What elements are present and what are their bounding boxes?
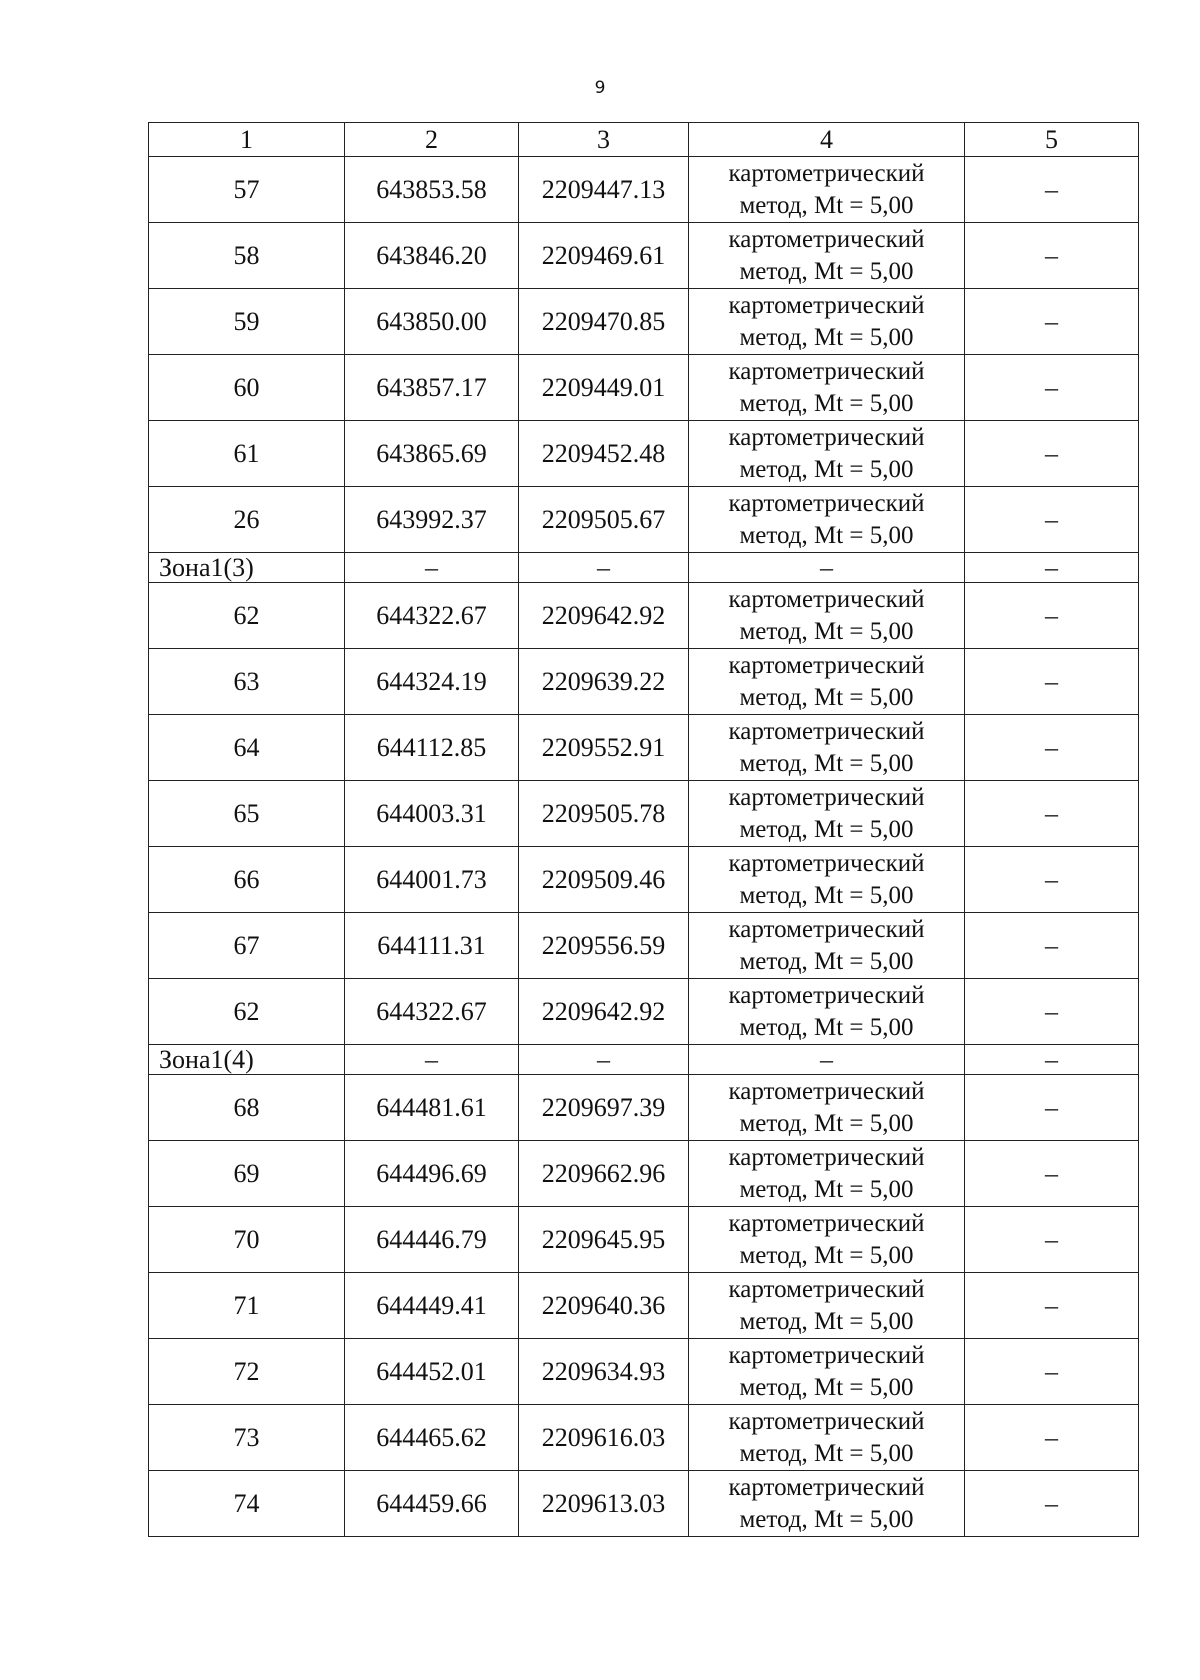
- table-row: [149, 157, 1139, 223]
- zone-name-cell: Зона1(4): [149, 1045, 345, 1075]
- method-line-2: метод, Mt = 5,00: [739, 947, 914, 975]
- table-row: [149, 1207, 1139, 1273]
- method-cell: [689, 1075, 965, 1141]
- method-line-1: картометрический: [728, 981, 925, 1009]
- zone-name-cell: Зона1(3): [149, 553, 345, 583]
- table-row: [149, 979, 1139, 1045]
- method-line-1: картометрический: [728, 423, 925, 451]
- y-coordinate-cell: 2209447.13: [519, 157, 689, 223]
- column-5-cell: –: [965, 1405, 1139, 1471]
- point-number-cell: 26: [149, 487, 345, 553]
- y-coordinate-cell: 2209509.46: [519, 847, 689, 913]
- y-coordinate-cell: 2209640.36: [519, 1273, 689, 1339]
- coordinates-table: [148, 122, 1139, 1537]
- header-cell: 1: [149, 123, 345, 157]
- x-coordinate-cell: –: [345, 1045, 519, 1075]
- method-cell: [689, 1471, 965, 1537]
- zone-row: [149, 553, 1139, 583]
- x-coordinate-cell: 643846.20: [345, 223, 519, 289]
- method-line-1: картометрический: [728, 225, 925, 253]
- method-line-2: метод, Mt = 5,00: [739, 617, 914, 645]
- x-coordinate-cell: 644459.66: [345, 1471, 519, 1537]
- y-coordinate-cell: 2209639.22: [519, 649, 689, 715]
- point-number-cell: 69: [149, 1141, 345, 1207]
- method-cell: [689, 223, 965, 289]
- table-row: [149, 355, 1139, 421]
- column-5-cell: –: [965, 583, 1139, 649]
- method-line-2: метод, Mt = 5,00: [739, 1013, 914, 1041]
- y-coordinate-cell: 2209505.78: [519, 781, 689, 847]
- table-row: [149, 1471, 1139, 1537]
- table-row: [149, 1273, 1139, 1339]
- y-coordinate-cell: 2209449.01: [519, 355, 689, 421]
- x-coordinate-cell: 643857.17: [345, 355, 519, 421]
- header-cell: 5: [965, 123, 1139, 157]
- x-coordinate-cell: 644322.67: [345, 979, 519, 1045]
- column-5-cell: –: [965, 289, 1139, 355]
- column-5-cell: –: [965, 223, 1139, 289]
- y-coordinate-cell: 2209645.95: [519, 1207, 689, 1273]
- x-coordinate-cell: 644446.79: [345, 1207, 519, 1273]
- table-row: [149, 421, 1139, 487]
- table-row: [149, 913, 1139, 979]
- table-row: [149, 289, 1139, 355]
- method-cell: –: [689, 553, 965, 583]
- point-number-cell: 62: [149, 583, 345, 649]
- point-number-cell: 63: [149, 649, 345, 715]
- column-5-cell: –: [965, 553, 1139, 583]
- method-line-1: картометрический: [728, 291, 925, 319]
- point-number-cell: 62: [149, 979, 345, 1045]
- x-coordinate-cell: 644111.31: [345, 913, 519, 979]
- method-line-1: картометрический: [728, 585, 925, 613]
- method-line-2: метод, Mt = 5,00: [739, 389, 914, 417]
- column-5-cell: –: [965, 1339, 1139, 1405]
- column-5-cell: –: [965, 649, 1139, 715]
- column-5-cell: –: [965, 157, 1139, 223]
- y-coordinate-cell: 2209613.03: [519, 1471, 689, 1537]
- point-number-cell: 71: [149, 1273, 345, 1339]
- table-row: [149, 1141, 1139, 1207]
- x-coordinate-cell: –: [345, 553, 519, 583]
- x-coordinate-cell: 643865.69: [345, 421, 519, 487]
- method-line-1: картометрический: [728, 489, 925, 517]
- y-coordinate-cell: 2209642.92: [519, 583, 689, 649]
- method-cell: –: [689, 1045, 965, 1075]
- y-coordinate-cell: 2209556.59: [519, 913, 689, 979]
- method-line-1: картометрический: [728, 717, 925, 745]
- method-line-2: метод, Mt = 5,00: [739, 1505, 914, 1533]
- column-5-cell: –: [965, 1273, 1139, 1339]
- column-5-cell: –: [965, 1045, 1139, 1075]
- column-5-cell: –: [965, 847, 1139, 913]
- x-coordinate-cell: 644481.61: [345, 1075, 519, 1141]
- method-line-2: метод, Mt = 5,00: [739, 191, 914, 219]
- column-5-cell: –: [965, 355, 1139, 421]
- x-coordinate-cell: 644112.85: [345, 715, 519, 781]
- point-number-cell: 64: [149, 715, 345, 781]
- method-line-2: метод, Mt = 5,00: [739, 257, 914, 285]
- y-coordinate-cell: –: [519, 1045, 689, 1075]
- zone-row: [149, 1045, 1139, 1075]
- y-coordinate-cell: 2209452.48: [519, 421, 689, 487]
- method-line-1: картометрический: [728, 915, 925, 943]
- column-5-cell: –: [965, 1141, 1139, 1207]
- column-5-cell: –: [965, 913, 1139, 979]
- point-number-cell: 57: [149, 157, 345, 223]
- method-line-2: метод, Mt = 5,00: [739, 455, 914, 483]
- x-coordinate-cell: 643853.58: [345, 157, 519, 223]
- method-line-1: картометрический: [728, 1473, 925, 1501]
- point-number-cell: 65: [149, 781, 345, 847]
- method-line-2: метод, Mt = 5,00: [739, 1241, 914, 1269]
- page-number: 9: [594, 78, 606, 98]
- table-row: [149, 487, 1139, 553]
- point-number-cell: 59: [149, 289, 345, 355]
- table-row: [149, 847, 1139, 913]
- method-cell: [689, 979, 965, 1045]
- table-row: [149, 1339, 1139, 1405]
- table-row: [149, 781, 1139, 847]
- method-line-2: метод, Mt = 5,00: [739, 749, 914, 777]
- table-row: [149, 1405, 1139, 1471]
- y-coordinate-cell: 2209634.93: [519, 1339, 689, 1405]
- method-line-1: картометрический: [728, 1209, 925, 1237]
- x-coordinate-cell: 644324.19: [345, 649, 519, 715]
- method-cell: [689, 1207, 965, 1273]
- x-coordinate-cell: 644322.67: [345, 583, 519, 649]
- point-number-cell: 73: [149, 1405, 345, 1471]
- method-line-1: картометрический: [728, 1143, 925, 1171]
- method-cell: [689, 157, 965, 223]
- column-5-cell: –: [965, 421, 1139, 487]
- point-number-cell: 61: [149, 421, 345, 487]
- method-line-2: метод, Mt = 5,00: [739, 683, 914, 711]
- method-line-1: картометрический: [728, 1407, 925, 1435]
- y-coordinate-cell: 2209552.91: [519, 715, 689, 781]
- method-line-2: метод, Mt = 5,00: [739, 881, 914, 909]
- method-cell: [689, 715, 965, 781]
- table-row: [149, 649, 1139, 715]
- method-line-2: метод, Mt = 5,00: [739, 1439, 914, 1467]
- method-cell: [689, 1405, 965, 1471]
- header-row: [149, 123, 1139, 157]
- y-coordinate-cell: 2209505.67: [519, 487, 689, 553]
- method-cell: [689, 913, 965, 979]
- method-cell: [689, 781, 965, 847]
- column-5-cell: –: [965, 1207, 1139, 1273]
- method-cell: [689, 847, 965, 913]
- y-coordinate-cell: 2209642.92: [519, 979, 689, 1045]
- point-number-cell: 68: [149, 1075, 345, 1141]
- point-number-cell: 72: [149, 1339, 345, 1405]
- table-row: [149, 1075, 1139, 1141]
- y-coordinate-cell: 2209469.61: [519, 223, 689, 289]
- y-coordinate-cell: –: [519, 553, 689, 583]
- x-coordinate-cell: 643992.37: [345, 487, 519, 553]
- y-coordinate-cell: 2209470.85: [519, 289, 689, 355]
- method-line-1: картометрический: [728, 159, 925, 187]
- column-5-cell: –: [965, 979, 1139, 1045]
- x-coordinate-cell: 644003.31: [345, 781, 519, 847]
- column-5-cell: –: [965, 487, 1139, 553]
- x-coordinate-cell: 644001.73: [345, 847, 519, 913]
- method-line-2: метод, Mt = 5,00: [739, 323, 914, 351]
- x-coordinate-cell: 643850.00: [345, 289, 519, 355]
- x-coordinate-cell: 644496.69: [345, 1141, 519, 1207]
- method-line-1: картометрический: [728, 1341, 925, 1369]
- column-5-cell: –: [965, 781, 1139, 847]
- x-coordinate-cell: 644465.62: [345, 1405, 519, 1471]
- method-line-2: метод, Mt = 5,00: [739, 1307, 914, 1335]
- method-line-1: картометрический: [728, 357, 925, 385]
- method-cell: [689, 1339, 965, 1405]
- point-number-cell: 70: [149, 1207, 345, 1273]
- method-line-2: метод, Mt = 5,00: [739, 1175, 914, 1203]
- point-number-cell: 74: [149, 1471, 345, 1537]
- method-line-1: картометрический: [728, 849, 925, 877]
- column-5-cell: –: [965, 1075, 1139, 1141]
- point-number-cell: 66: [149, 847, 345, 913]
- method-cell: [689, 421, 965, 487]
- method-line-2: метод, Mt = 5,00: [739, 1109, 914, 1137]
- method-line-1: картометрический: [728, 651, 925, 679]
- method-line-2: метод, Mt = 5,00: [739, 521, 914, 549]
- x-coordinate-cell: 644449.41: [345, 1273, 519, 1339]
- method-cell: [689, 1141, 965, 1207]
- y-coordinate-cell: 2209662.96: [519, 1141, 689, 1207]
- column-5-cell: –: [965, 715, 1139, 781]
- method-line-1: картометрический: [728, 1275, 925, 1303]
- method-cell: [689, 355, 965, 421]
- table-row: [149, 583, 1139, 649]
- table-row: [149, 715, 1139, 781]
- y-coordinate-cell: 2209616.03: [519, 1405, 689, 1471]
- header-cell: 2: [345, 123, 519, 157]
- method-cell: [689, 1273, 965, 1339]
- method-line-2: метод, Mt = 5,00: [739, 815, 914, 843]
- point-number-cell: 58: [149, 223, 345, 289]
- method-cell: [689, 487, 965, 553]
- x-coordinate-cell: 644452.01: [345, 1339, 519, 1405]
- coordinates-table-body: [149, 123, 1139, 1537]
- header-cell: 4: [689, 123, 965, 157]
- method-cell: [689, 289, 965, 355]
- method-cell: [689, 649, 965, 715]
- column-5-cell: –: [965, 1471, 1139, 1537]
- table-row: [149, 223, 1139, 289]
- method-line-1: картометрический: [728, 783, 925, 811]
- method-cell: [689, 583, 965, 649]
- header-cell: 3: [519, 123, 689, 157]
- method-line-1: картометрический: [728, 1077, 925, 1105]
- point-number-cell: 60: [149, 355, 345, 421]
- y-coordinate-cell: 2209697.39: [519, 1075, 689, 1141]
- method-line-2: метод, Mt = 5,00: [739, 1373, 914, 1401]
- point-number-cell: 67: [149, 913, 345, 979]
